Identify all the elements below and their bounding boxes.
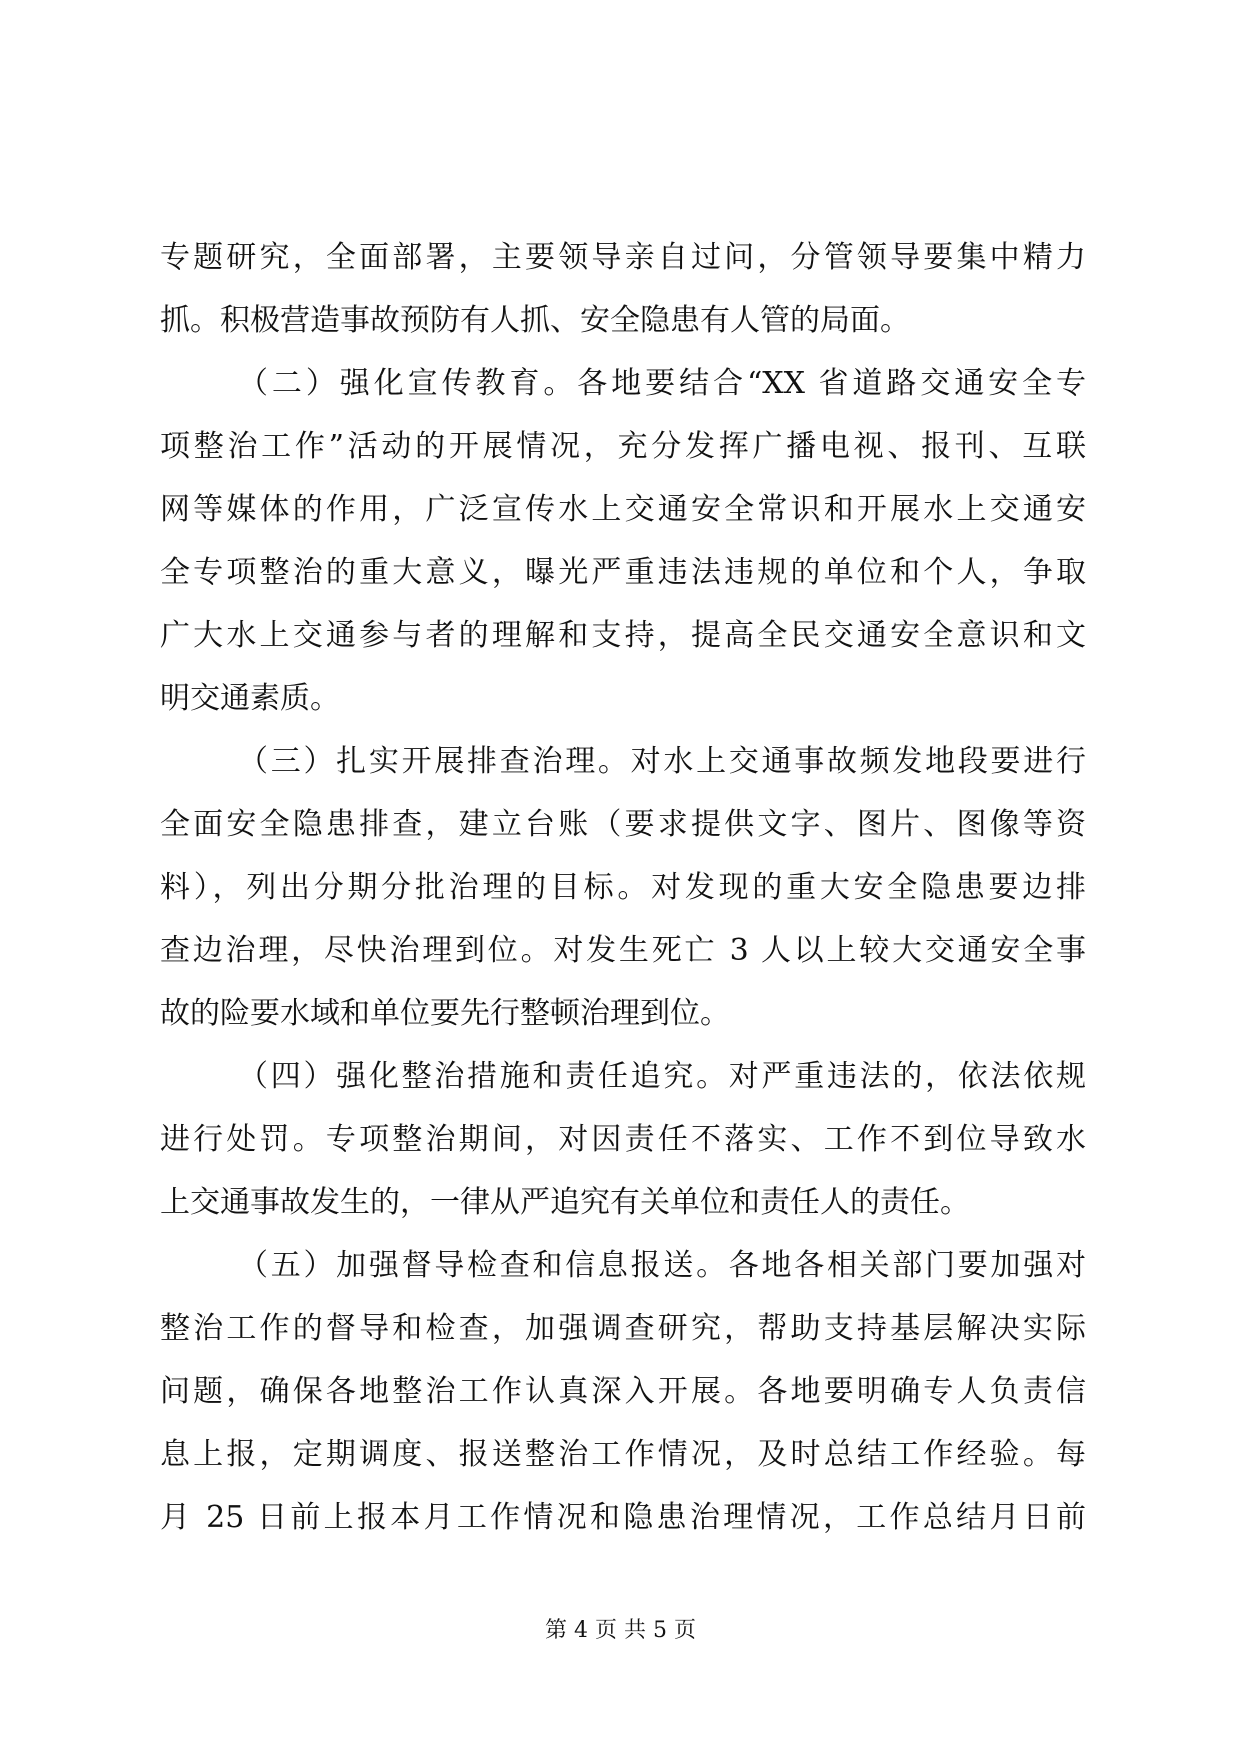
text-line: 查边治理，尽快治理到位。对发生死亡 3 人以上较大交通安全事 — [160, 933, 1086, 968]
text-line: 全专项整治的重大意义，曝光严重违法违规的单位和个人，争取 — [160, 555, 1086, 590]
text-line: 上交通事故发生的，一律从严追究有关单位和责任人的责任。 — [160, 1185, 970, 1220]
text-line: 明交通素质。 — [160, 681, 340, 716]
text-line: 进行处罚。专项整治期间，对因责任不落实、工作不到位导致水 — [160, 1122, 1086, 1157]
page-number-footer: 第 4 页 共 5 页 — [545, 1618, 696, 1643]
paragraph-heading-line: （二）强化宣传教育。各地要结合“XX 省道路交通安全专 — [238, 366, 1086, 401]
paragraph-heading-line: （四）强化整治措施和责任追究。对严重违法的，依法依规 — [238, 1059, 1086, 1094]
text-line: 整治工作的督导和检查，加强调查研究，帮助支持基层解决实际 — [160, 1311, 1086, 1346]
text-line: 息上报，定期调度、报送整治工作情况，及时总结工作经验。每 — [160, 1437, 1086, 1472]
text-line: 全面安全隐患排查，建立台账（要求提供文字、图片、图像等资 — [160, 807, 1086, 842]
text-line: 抓。积极营造事故预防有人抓、安全隐患有人管的局面。 — [160, 303, 910, 338]
text-line: 网等媒体的作用，广泛宣传水上交通安全常识和开展水上交通安 — [160, 492, 1086, 527]
text-line: 项整治工作”活动的开展情况，充分发挥广播电视、报刊、互联 — [160, 429, 1086, 464]
text-line: 月 25 日前上报本月工作情况和隐患治理情况，工作总结月日前 — [160, 1500, 1086, 1535]
document-body — [160, 226, 1086, 1549]
text-line: 专题研究，全面部署，主要领导亲自过问，分管领导要集中精力 — [160, 240, 1086, 275]
text-line: 故的险要水域和单位要先行整顿治理到位。 — [160, 996, 730, 1031]
text-line: 广大水上交通参与者的理解和支持，提高全民交通安全意识和文 — [160, 618, 1086, 653]
text-line: 问题，确保各地整治工作认真深入开展。各地要明确专人负责信 — [160, 1374, 1086, 1409]
paragraph-heading-line: （五）加强督导检查和信息报送。各地各相关部门要加强对 — [238, 1248, 1086, 1283]
paragraph-heading-line: （三）扎实开展排查治理。对水上交通事故频发地段要进行 — [238, 744, 1086, 779]
text-line: 料），列出分期分批治理的目标。对发现的重大安全隐患要边排 — [160, 870, 1086, 905]
